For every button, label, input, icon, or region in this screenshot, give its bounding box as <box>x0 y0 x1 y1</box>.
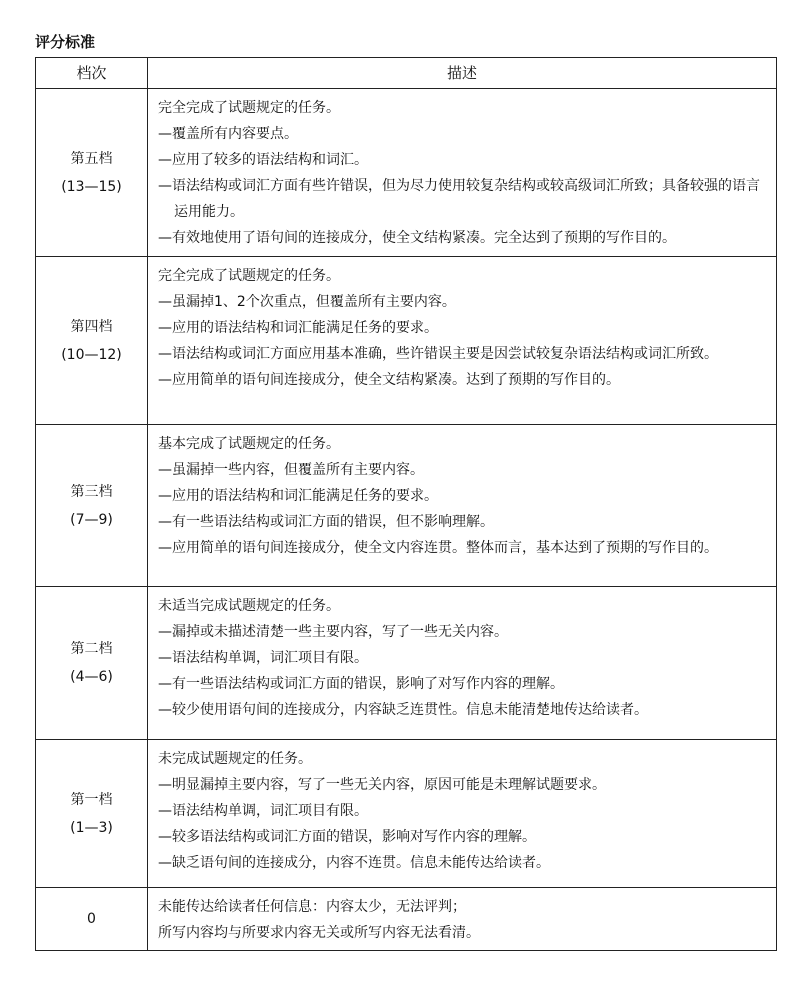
level-cell <box>36 257 148 425</box>
description-line: 未完成试题规定的任务。 <box>158 751 312 767</box>
description-line: —覆盖所有内容要点。 <box>158 126 298 142</box>
level-cell <box>36 587 148 740</box>
description-line: —语法结构单调，词汇项目有限。 <box>158 650 368 666</box>
description-line: —较少使用语句间的连接成分，内容缺乏连贯性。信息未能清楚地传达给读者。 <box>158 702 648 718</box>
description-cell <box>148 740 777 888</box>
level-name: 第三档 <box>70 483 113 500</box>
description-cell <box>148 587 777 740</box>
description-line: 未适当完成试题规定的任务。 <box>158 598 340 614</box>
level-cell <box>36 740 148 888</box>
description-line: —虽漏掉一些内容，但覆盖所有主要内容。 <box>158 462 424 478</box>
description-line: —应用的语法结构和词汇能满足任务的要求。 <box>158 320 438 336</box>
level-score-range: (13—15) <box>61 178 122 195</box>
level-score-range: (7—9) <box>70 511 113 528</box>
table-row <box>36 888 777 951</box>
description-line: —语法结构或词汇方面有些许错误，但为尽力使用较复杂结构或较高级词汇所致；具备较强的语言运用能力。 <box>158 178 760 220</box>
description-line: —缺乏语句间的连接成分，内容不连贯。信息未能传达给读者。 <box>158 855 550 871</box>
description-cell <box>148 89 777 257</box>
description-line: —有一些语法结构或词汇方面的错误，但不影响理解。 <box>158 514 494 530</box>
level-score-range: (1—3) <box>70 819 113 836</box>
description-line: —应用了较多的语法结构和词汇。 <box>158 152 368 168</box>
description-line: —语法结构单调，词汇项目有限。 <box>158 803 368 819</box>
description-line: —漏掉或未描述清楚一些主要内容，写了一些无关内容。 <box>158 624 508 640</box>
level-score-range: (10—12) <box>61 346 122 363</box>
table-row <box>36 740 777 888</box>
description-cell <box>148 888 777 951</box>
description-line: —应用简单的语句间连接成分，使全文结构紧凑。达到了预期的写作目的。 <box>158 372 620 388</box>
column-header-level: 档次 <box>36 58 148 89</box>
description-cell <box>148 425 777 587</box>
description-line: 所写内容均与所要求内容无关或所写内容无法看清。 <box>158 925 480 941</box>
level-name: 第二档 <box>70 641 113 657</box>
level-score-range: (4—6) <box>70 669 113 685</box>
rubric-table <box>35 57 777 951</box>
table-row <box>36 257 777 425</box>
table-header-row <box>36 58 777 89</box>
description-line: —较多语法结构或词汇方面的错误，影响对写作内容的理解。 <box>158 829 536 845</box>
description-line: 完全完成了试题规定的任务。 <box>158 268 340 284</box>
description-line: —有效地使用了语句间的连接成分，使全文结构紧凑。完全达到了预期的写作目的。 <box>158 230 676 246</box>
level-name: 0 <box>87 911 96 927</box>
level-name: 第五档 <box>70 150 113 167</box>
description-line: —有一些语法结构或词汇方面的错误，影响了对写作内容的理解。 <box>158 676 564 692</box>
level-name: 第四档 <box>70 318 113 335</box>
description-line: —明显漏掉主要内容，写了一些无关内容，原因可能是未理解试题要求。 <box>158 777 606 793</box>
description-line: 完全完成了试题规定的任务。 <box>158 100 340 116</box>
level-cell <box>36 888 148 951</box>
table-row <box>36 425 777 587</box>
level-cell <box>36 425 148 587</box>
description-line: —虽漏掉1、2个次重点，但覆盖所有主要内容。 <box>158 294 456 310</box>
level-cell <box>36 89 148 257</box>
description-line: 基本完成了试题规定的任务。 <box>158 436 340 452</box>
description-line: —应用的语法结构和词汇能满足任务的要求。 <box>158 488 438 504</box>
table-row <box>36 587 777 740</box>
column-header-description: 描述 <box>148 58 777 89</box>
level-name: 第一档 <box>70 791 113 808</box>
table-row <box>36 89 777 257</box>
description-line: —语法结构或词汇方面应用基本准确，些许错误主要是因尝试较复杂语法结构或词汇所致。 <box>158 346 718 362</box>
description-line: 未能传达给读者任何信息：内容太少，无法评判； <box>158 899 466 915</box>
description-cell <box>148 257 777 425</box>
page-title: 评分标准 <box>35 33 96 51</box>
description-line: —应用简单的语句间连接成分，使全文内容连贯。整体而言，基本达到了预期的写作目的。 <box>158 540 718 556</box>
